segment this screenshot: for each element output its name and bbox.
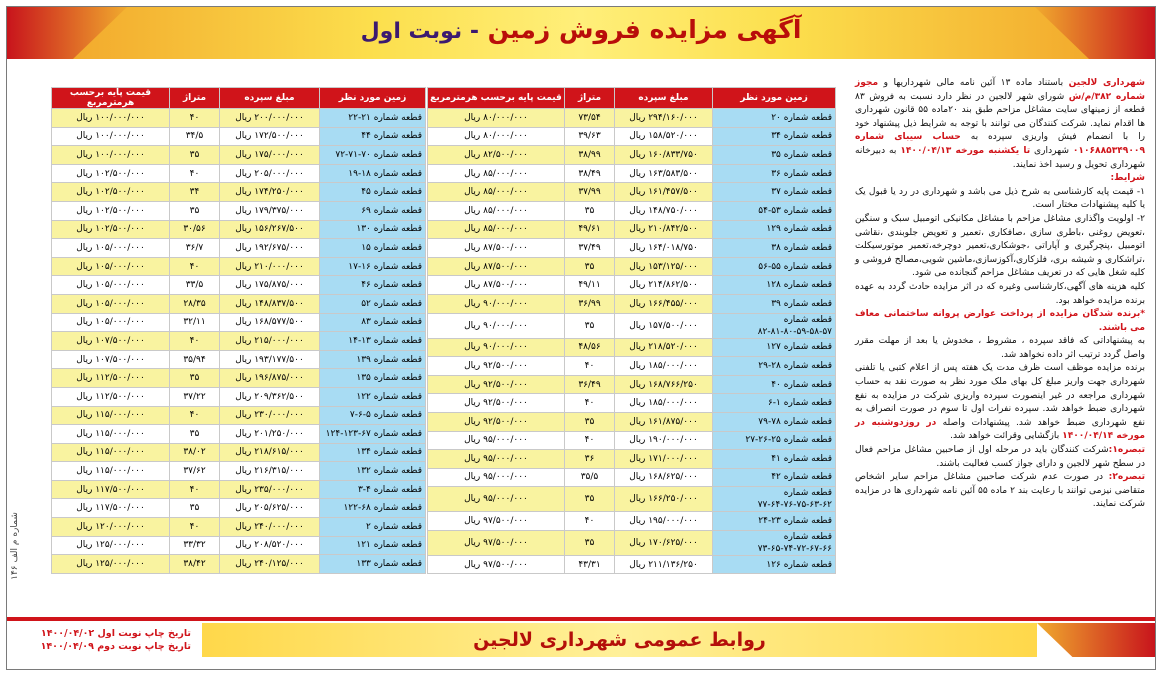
intro-municipality: شهرداری لالجین bbox=[1068, 78, 1146, 88]
table-row bbox=[428, 412, 836, 431]
condition-6-text: برنده مزایده موظف است ظرف مدت یک هفته پس از اعلام کتبی یا تلفنی شهرداری جهت واریز مبلغ کل بهای ملک مورد نظر به صورت نقد به حساب شهرداری مراجعه در غیر اینصورت سپرده واریزی شرکت در مزایده به نفع شهرداری ضبط خواهد شد. سپرده نفرات اول تا سوم در صورت انصراف به نفع شهرداری ضبط خواهد شد. پیشنهادات واصله bbox=[855, 363, 1145, 428]
cell-price: ۹۵/۰۰۰/۰۰۰ ریال bbox=[428, 487, 565, 512]
cell-lot: قطعه شماره ۱۲۶ bbox=[713, 555, 836, 574]
table-row bbox=[428, 276, 836, 295]
title-text: آگهی مزایده فروش زمین bbox=[487, 15, 802, 44]
cell-area: ۳۵/۵ bbox=[565, 468, 615, 487]
cell-deposit: ۲۴۰/۰۰۰/۰۰۰ ریال bbox=[220, 518, 320, 537]
table-row bbox=[52, 443, 426, 462]
cell-area: ۳۵ bbox=[170, 146, 220, 165]
cell-area: ۴۰ bbox=[565, 431, 615, 450]
cell-area: ۳۵ bbox=[565, 487, 615, 512]
table-row bbox=[52, 201, 426, 220]
cell-area: ۳۵ bbox=[170, 369, 220, 388]
cell-lot: قطعه شماره ۴۶ bbox=[320, 276, 426, 295]
cell-deposit: ۲۰۹/۳۶۲/۵۰۰ ریال bbox=[220, 387, 320, 406]
cell-area: ۳۵ bbox=[565, 313, 615, 338]
cell-area: ۴۹/۶۱ bbox=[565, 220, 615, 239]
cell-deposit: ۲۰۵/۶۲۵/۰۰۰ ریال bbox=[220, 499, 320, 518]
cell-area: ۳۵ bbox=[565, 530, 615, 555]
col-header-lot: زمین مورد نظر bbox=[320, 88, 426, 109]
note-2 bbox=[855, 471, 1145, 512]
footer-banner bbox=[202, 623, 1037, 657]
cell-lot: قطعه شماره ۲۵-۲۶-۲۷ bbox=[713, 431, 836, 450]
cell-area: ۳۸/۴۹ bbox=[565, 164, 615, 183]
cell-area: ۳۷/۲۲ bbox=[170, 387, 220, 406]
cell-deposit: ۱۶۶/۲۵۰/۰۰۰ ریال bbox=[615, 487, 713, 512]
cell-price: ۹۲/۵۰۰/۰۰۰ ریال bbox=[428, 375, 565, 394]
cell-price: ۱۱۵/۰۰۰/۰۰۰ ریال bbox=[52, 425, 170, 444]
cell-lot: قطعه شماره ۱۲۷ bbox=[713, 338, 836, 357]
cell-area: ۴۰ bbox=[170, 480, 220, 499]
table-row bbox=[52, 109, 426, 128]
cell-lot: قطعه شماره ۲ bbox=[320, 518, 426, 537]
cell-deposit: ۱۹۵/۰۰۰/۰۰۰ ریال bbox=[615, 512, 713, 531]
col-header-deposit: مبلغ سپرده bbox=[220, 88, 320, 109]
cell-lot: قطعه شماره ۴۲ bbox=[713, 468, 836, 487]
col-header-area: متراژ bbox=[170, 88, 220, 109]
table-row bbox=[52, 555, 426, 574]
cell-price: ۹۷/۵۰۰/۰۰۰ ریال bbox=[428, 512, 565, 531]
cell-deposit: ۲۰۵/۰۰۰/۰۰۰ ریال bbox=[220, 164, 320, 183]
cell-lot: قطعه شماره ۱۳۳ bbox=[320, 555, 426, 574]
cell-area: ۳۵ bbox=[565, 201, 615, 220]
cell-lot: قطعه شماره ۱۳۹ bbox=[320, 350, 426, 369]
cell-price: ۱۰۰/۰۰۰/۰۰۰ ریال bbox=[52, 127, 170, 146]
cell-price: ۱۱۲/۵۰۰/۰۰۰ ریال bbox=[52, 369, 170, 388]
cell-deposit: ۱۵۶/۲۶۷/۵۰۰ ریال bbox=[220, 220, 320, 239]
cell-price: ۱۱۷/۵۰۰/۰۰۰ ریال bbox=[52, 499, 170, 518]
table-row bbox=[52, 220, 426, 239]
cell-lot: قطعه شماره ۵-۶-۷ bbox=[320, 406, 426, 425]
cell-deposit: ۱۶۳/۵۸۳/۵۰۰ ریال bbox=[615, 164, 713, 183]
table-row bbox=[428, 164, 836, 183]
cell-price: ۱۱۲/۵۰۰/۰۰۰ ریال bbox=[52, 387, 170, 406]
intro-part-h: به دبیرخانه شهرداری تحویل و رسید اخذ نمایند. bbox=[855, 145, 1145, 170]
cell-area: ۷۳/۵۴ bbox=[565, 109, 615, 128]
table-body bbox=[52, 109, 426, 574]
cell-lot: قطعه شماره ۱۳۰ bbox=[320, 220, 426, 239]
cell-price: ۹۵/۰۰۰/۰۰۰ ریال bbox=[428, 450, 565, 469]
cell-lot: قطعه شماره ۱۲۹ bbox=[713, 220, 836, 239]
table-row bbox=[428, 468, 836, 487]
footer-divider bbox=[7, 617, 1155, 621]
cell-deposit: ۱۷۵/۸۷۵/۰۰۰ ریال bbox=[220, 276, 320, 295]
table-row bbox=[52, 164, 426, 183]
header-banner bbox=[7, 7, 1155, 59]
cell-deposit: ۱۷۲/۵۰۰/۰۰۰ ریال bbox=[220, 127, 320, 146]
col-header-lot: زمین مورد نظر bbox=[713, 88, 836, 109]
cell-lot: قطعه شماره ۶۶-۶۷-۷۲-۷۴-۶۵-۷۳ bbox=[713, 530, 836, 555]
cell-price: ۱۰۰/۰۰۰/۰۰۰ ریال bbox=[52, 146, 170, 165]
cell-deposit: ۱۶۸/۷۶۶/۲۵۰ ریال bbox=[615, 375, 713, 394]
cell-lot: قطعه شماره ۵۷-۵۸-۵۹-۸۰-۸۱-۸۲ bbox=[713, 313, 836, 338]
cell-area: ۴۰ bbox=[170, 257, 220, 276]
table-row bbox=[428, 530, 836, 555]
cell-deposit: ۱۸۵/۰۰۰/۰۰۰ ریال bbox=[615, 357, 713, 376]
cell-area: ۴۸/۵۶ bbox=[565, 338, 615, 357]
cell-area: ۴۳/۳۱ bbox=[565, 555, 615, 574]
cell-deposit: ۲۱۱/۱۳۶/۲۵۰ ریال bbox=[615, 555, 713, 574]
cell-deposit: ۱۷۱/۰۰۰/۰۰۰ ریال bbox=[615, 450, 713, 469]
cell-lot: قطعه شماره ۱۳۴ bbox=[320, 443, 426, 462]
cell-price: ۱۰۲/۵۰۰/۰۰۰ ریال bbox=[52, 183, 170, 202]
cell-lot: قطعه شماره ۲۳-۲۴ bbox=[713, 512, 836, 531]
cell-price: ۱۲۵/۰۰۰/۰۰۰ ریال bbox=[52, 555, 170, 574]
cell-lot: قطعه شماره ۱-۶ bbox=[713, 394, 836, 413]
cell-area: ۳۵ bbox=[170, 201, 220, 220]
table-body bbox=[428, 109, 836, 574]
cell-area: ۴۰ bbox=[170, 518, 220, 537]
cell-deposit: ۲۱۸/۵۲۰/۰۰۰ ریال bbox=[615, 338, 713, 357]
cell-deposit: ۱۷۴/۲۵۰/۰۰۰ ریال bbox=[220, 183, 320, 202]
cell-lot: قطعه شماره ۲۸-۲۹ bbox=[713, 357, 836, 376]
cell-price: ۱۰۵/۰۰۰/۰۰۰ ریال bbox=[52, 257, 170, 276]
cell-deposit: ۱۹۳/۱۷۷/۵۰۰ ریال bbox=[220, 350, 320, 369]
table-row bbox=[428, 487, 836, 512]
table-row bbox=[52, 127, 426, 146]
cell-lot: قطعه شماره ۳۴ bbox=[713, 127, 836, 146]
table-row bbox=[428, 239, 836, 258]
cell-area: ۳۳/۳۲ bbox=[170, 536, 220, 555]
print-date-second: تاریخ چاپ نوبت دوم ۱۴۰۰/۰۴/۰۹ bbox=[40, 641, 191, 652]
cell-price: ۹۲/۵۰۰/۰۰۰ ریال bbox=[428, 412, 565, 431]
table-row bbox=[52, 239, 426, 258]
cell-deposit: ۱۶۰/۸۳۳/۷۵۰ ریال bbox=[615, 146, 713, 165]
cell-price: ۱۱۵/۰۰۰/۰۰۰ ریال bbox=[52, 462, 170, 481]
intro-permit: مجوز شماره ۳۸۲/م/ش bbox=[855, 78, 1145, 102]
cell-price: ۱۱۵/۰۰۰/۰۰۰ ریال bbox=[52, 443, 170, 462]
table-row bbox=[428, 257, 836, 276]
condition-6 bbox=[855, 362, 1145, 444]
condition-3: کلیه هزینه های آگهی،کارشناسی وغیره که در اثر مزایده حادث گردد به عهده برنده مزایده خواهد بود. bbox=[855, 281, 1145, 306]
cell-area: ۳۸/۴۲ bbox=[170, 555, 220, 574]
table-header-row bbox=[428, 88, 836, 109]
cell-area: ۳۶/۴۹ bbox=[565, 375, 615, 394]
cell-area: ۳۹/۶۳ bbox=[565, 127, 615, 146]
cell-lot: قطعه شماره ۶۲-۶۳-۷۵-۷۶-۶۴-۷۷ bbox=[713, 487, 836, 512]
table-row bbox=[428, 220, 836, 239]
cell-price: ۱۰۵/۰۰۰/۰۰۰ ریال bbox=[52, 313, 170, 332]
cell-price: ۸۷/۵۰۰/۰۰۰ ریال bbox=[428, 239, 565, 258]
cell-deposit: ۱۶۴/۰۱۸/۷۵۰ ریال bbox=[615, 239, 713, 258]
cell-price: ۹۷/۵۰۰/۰۰۰ ریال bbox=[428, 530, 565, 555]
cell-area: ۴۰ bbox=[565, 357, 615, 376]
cell-deposit: ۱۷۰/۶۲۵/۰۰۰ ریال bbox=[615, 530, 713, 555]
cell-price: ۹۰/۰۰۰/۰۰۰ ریال bbox=[428, 313, 565, 338]
lots-table-right bbox=[427, 87, 836, 574]
cell-deposit: ۲۰۰/۰۰۰/۰۰۰ ریال bbox=[220, 109, 320, 128]
note-1-text: شرکت کنندگان باید در مرحله اول از صاحبین مشاغل مزاحم فعال در سطح شهر لالجین و دارای جواز کسب فعالیت باشند. bbox=[855, 445, 1145, 469]
conditions-text bbox=[855, 77, 1145, 512]
cell-price: ۱۲۰/۰۰۰/۰۰۰ ریال bbox=[52, 518, 170, 537]
page-title bbox=[7, 15, 1155, 44]
cell-deposit: ۱۵۳/۱۲۵/۰۰۰ ریال bbox=[615, 257, 713, 276]
cell-deposit: ۱۷۵/۰۰۰/۰۰۰ ریال bbox=[220, 146, 320, 165]
table-row bbox=[52, 462, 426, 481]
cell-price: ۱۰۷/۵۰۰/۰۰۰ ریال bbox=[52, 350, 170, 369]
cell-deposit: ۲۳۰/۰۰۰/۰۰۰ ریال bbox=[220, 406, 320, 425]
table-row bbox=[428, 313, 836, 338]
cell-lot: قطعه شماره ۱۳-۱۴ bbox=[320, 332, 426, 351]
cell-deposit: ۲۱۰/۸۴۲/۵۰۰ ریال bbox=[615, 220, 713, 239]
cell-price: ۸۷/۵۰۰/۰۰۰ ریال bbox=[428, 257, 565, 276]
cell-lot: قطعه شماره ۴۵ bbox=[320, 183, 426, 202]
cell-price: ۸۵/۰۰۰/۰۰۰ ریال bbox=[428, 220, 565, 239]
cell-deposit: ۲۰۱/۲۵۰/۰۰۰ ریال bbox=[220, 425, 320, 444]
print-date-first: تاریخ چاپ نوبت اول ۱۴۰۰/۰۴/۰۲ bbox=[40, 628, 191, 639]
table-row bbox=[428, 201, 836, 220]
cell-price: ۱۲۵/۰۰۰/۰۰۰ ریال bbox=[52, 536, 170, 555]
cell-lot: قطعه شماره ۱۲۲ bbox=[320, 387, 426, 406]
cell-lot: قطعه شماره ۶۹ bbox=[320, 201, 426, 220]
cell-area: ۳۵/۹۴ bbox=[170, 350, 220, 369]
cell-lot: قطعه شماره ۳۸ bbox=[713, 239, 836, 258]
cell-lot: قطعه شماره ۷۰-۷۱-۷۲ bbox=[320, 146, 426, 165]
cell-area: ۳۸/۹۹ bbox=[565, 146, 615, 165]
col-header-price: قیمت پایه برحسب هرمترمربع bbox=[428, 88, 565, 109]
cell-lot: قطعه شماره ۳۶ bbox=[713, 164, 836, 183]
table-row bbox=[52, 387, 426, 406]
cell-lot: قطعه شماره ۱۲۸ bbox=[713, 276, 836, 295]
cell-deposit: ۱۸۵/۰۰۰/۰۰۰ ریال bbox=[615, 394, 713, 413]
table-row bbox=[52, 536, 426, 555]
cell-area: ۴۰ bbox=[565, 394, 615, 413]
table-row bbox=[428, 512, 836, 531]
cell-area: ۴۰ bbox=[565, 512, 615, 531]
cell-area: ۴۰ bbox=[170, 406, 220, 425]
footer-right-ribbon bbox=[1037, 623, 1155, 657]
cell-area: ۳۶ bbox=[565, 450, 615, 469]
table-row bbox=[428, 183, 836, 202]
table-row bbox=[52, 480, 426, 499]
cell-price: ۱۱۷/۵۰۰/۰۰۰ ریال bbox=[52, 480, 170, 499]
cell-lot: قطعه شماره ۳۷ bbox=[713, 183, 836, 202]
intro-part-d: شورای شهر لالجین در نظر دارد نسبت به فروش ۸۳ قطعه از زمینهای سایت مشاغل مزاحم طبق بند ۲۰ماده ۵۵ قانون شهرداری ها اقدام نماید. شرکت کنندگان می توانند با توجه به شرایط ذیل پیشنهاد خود را با انضمام فیش واریزی سپرده به bbox=[855, 91, 1145, 143]
table-row bbox=[428, 127, 836, 146]
table-row bbox=[428, 431, 836, 450]
cell-area: ۳۶/۷ bbox=[170, 239, 220, 258]
cell-lot: قطعه شماره ۴۴ bbox=[320, 127, 426, 146]
cell-deposit: ۱۷۹/۳۷۵/۰۰۰ ریال bbox=[220, 201, 320, 220]
table-row bbox=[52, 350, 426, 369]
intro-paragraph bbox=[855, 77, 1145, 172]
cell-lot: قطعه شماره ۴۰ bbox=[713, 375, 836, 394]
cell-price: ۱۰۵/۰۰۰/۰۰۰ ریال bbox=[52, 276, 170, 295]
intro-deadline: تا یکشنبه مورخه ۱۴۰۰/۰۴/۱۳ bbox=[900, 145, 1031, 156]
table-row bbox=[52, 499, 426, 518]
cell-deposit: ۲۹۴/۱۶۰/۰۰۰ ریال bbox=[615, 109, 713, 128]
note-1-title: تبصره۱: bbox=[1108, 445, 1145, 456]
cell-area: ۳۴ bbox=[170, 183, 220, 202]
cell-price: ۱۰۷/۵۰۰/۰۰۰ ریال bbox=[52, 332, 170, 351]
cell-lot: قطعه شماره ۱۳۲ bbox=[320, 462, 426, 481]
cell-price: ۸۵/۰۰۰/۰۰۰ ریال bbox=[428, 164, 565, 183]
cell-deposit: ۱۹۲/۶۷۵/۰۰۰ ریال bbox=[220, 239, 320, 258]
cell-deposit: ۱۶۸/۵۷۷/۵۰۰ ریال bbox=[220, 313, 320, 332]
cell-lot: قطعه شماره ۶۷-۱۲۳-۱۲۴ bbox=[320, 425, 426, 444]
table-row bbox=[52, 369, 426, 388]
cell-deposit: ۱۶۸/۶۲۵/۰۰۰ ریال bbox=[615, 468, 713, 487]
footer-publisher: روابط عمومی شهرداری لالجین bbox=[473, 629, 766, 651]
table-row bbox=[428, 555, 836, 574]
cell-area: ۳۶/۹۹ bbox=[565, 294, 615, 313]
advertisement-page bbox=[6, 6, 1156, 670]
cell-deposit: ۱۶۱/۴۵۷/۵۰۰ ریال bbox=[615, 183, 713, 202]
cell-lot: قطعه شماره ۵۵-۵۶ bbox=[713, 257, 836, 276]
cell-lot: قطعه شماره ۲۰ bbox=[713, 109, 836, 128]
table-row bbox=[428, 394, 836, 413]
table-row bbox=[52, 146, 426, 165]
table-row bbox=[52, 425, 426, 444]
cell-area: ۳۷/۴۹ bbox=[565, 239, 615, 258]
cell-deposit: ۱۶۱/۸۷۵/۰۰۰ ریال bbox=[615, 412, 713, 431]
cell-price: ۱۰۲/۵۰۰/۰۰۰ ریال bbox=[52, 220, 170, 239]
cell-lot: قطعه شماره ۱۳۵ bbox=[320, 369, 426, 388]
intro-part-f: شهرداری bbox=[1030, 145, 1073, 156]
cell-area: ۴۰ bbox=[170, 332, 220, 351]
col-header-price: قیمت پایه برحسب هرمترمربع bbox=[52, 88, 170, 109]
cell-area: ۳۵ bbox=[170, 425, 220, 444]
cell-price: ۹۲/۵۰۰/۰۰۰ ریال bbox=[428, 357, 565, 376]
condition-6-end: بازگشایی وقرائت خواهد شد. bbox=[950, 431, 1063, 442]
cell-deposit: ۱۴۸/۷۵۰/۰۰۰ ریال bbox=[615, 201, 713, 220]
conditions-title: شرایط: bbox=[1110, 173, 1145, 184]
cell-area: ۴۹/۱۱ bbox=[565, 276, 615, 295]
cell-deposit: ۲۴۰/۱۲۵/۰۰۰ ریال bbox=[220, 555, 320, 574]
cell-price: ۱۰۵/۰۰۰/۰۰۰ ریال bbox=[52, 294, 170, 313]
condition-2: ۲- اولویت واگذاری مشاغل مزاحم با مشاغل مکانیکی اتومبیل سبک و سنگین ،تعویض روغنی ،باطری سازی ،صافکاری ،تعمیر و تعویض جلوبندی ،نقاشی اتومبیل ،پنچرگیری و آپاراتی ،جوشکاری،تعمیر دوچرخه،تعمیر موتورسیکلت ،تراشکاری و شیشه بری، فلزکاری،آکوزسازی،ماشین شویی،مصالح فروشی و کلیه شغل هایی که در تعریف مشاغل مزاحم گنجانده می شود. bbox=[855, 213, 1145, 279]
cell-deposit: ۱۵۸/۵۲۰/۰۰۰ ریال bbox=[615, 127, 713, 146]
cell-deposit: ۲۰۸/۵۲۰/۰۰۰ ریال bbox=[220, 536, 320, 555]
cell-price: ۸۷/۵۰۰/۰۰۰ ریال bbox=[428, 276, 565, 295]
cell-area: ۳۰/۵۶ bbox=[170, 220, 220, 239]
cell-lot: قطعه شماره ۴۱ bbox=[713, 450, 836, 469]
condition-6-date: در روزدوشنبه در مورخه ۱۴۰۰/۰۴/۱۴ bbox=[855, 417, 1145, 442]
cell-price: ۹۵/۰۰۰/۰۰۰ ریال bbox=[428, 468, 565, 487]
cell-area: ۳۵ bbox=[565, 412, 615, 431]
cell-lot: قطعه شماره ۱۵ bbox=[320, 239, 426, 258]
cell-lot: قطعه شماره ۳۵ bbox=[713, 146, 836, 165]
cell-price: ۸۵/۰۰۰/۰۰۰ ریال bbox=[428, 183, 565, 202]
title-subtitle: - نوبت اول bbox=[360, 19, 479, 44]
table-row bbox=[52, 257, 426, 276]
table-header-row bbox=[52, 88, 426, 109]
note-2-text: در صورت عدم شرکت صاحبین مشاغل مزاحم سایر اشخاص متقاضی نیزمی توانند با رعایت بند ۲ ماده ۵۵ آئین نامه شهرداری ها در مزایده شرکت نمایند. bbox=[855, 472, 1145, 510]
cell-price: ۸۲/۵۰۰/۰۰۰ ریال bbox=[428, 146, 565, 165]
cell-deposit: ۲۱۶/۳۱۵/۰۰۰ ریال bbox=[220, 462, 320, 481]
cell-lot: قطعه شماره ۲۱-۲۲ bbox=[320, 109, 426, 128]
condition-1: ۱- قیمت پایه کارشناسی به شرح ذیل می باشد و شهرداری در رد یا قبول یک یا کلیه پیشنهادات مختار است. bbox=[855, 186, 1145, 211]
table-row bbox=[52, 406, 426, 425]
cell-deposit: ۱۹۰/۰۰۰/۰۰۰ ریال bbox=[615, 431, 713, 450]
table-row bbox=[52, 332, 426, 351]
cell-area: ۳۲/۱۱ bbox=[170, 313, 220, 332]
cell-deposit: ۲۳۵/۰۰۰/۰۰۰ ریال bbox=[220, 480, 320, 499]
cell-deposit: ۱۴۸/۸۳۷/۵۰۰ ریال bbox=[220, 294, 320, 313]
table-row bbox=[52, 183, 426, 202]
cell-area: ۳۷/۶۲ bbox=[170, 462, 220, 481]
cell-lot: قطعه شماره ۸۳ bbox=[320, 313, 426, 332]
table-row bbox=[428, 357, 836, 376]
cell-area: ۳۷/۹۹ bbox=[565, 183, 615, 202]
table-row bbox=[428, 450, 836, 469]
col-header-deposit: مبلغ سپرده bbox=[615, 88, 713, 109]
cell-lot: قطعه شماره ۵۳-۵۴ bbox=[713, 201, 836, 220]
cell-deposit: ۱۹۶/۸۷۵/۰۰۰ ریال bbox=[220, 369, 320, 388]
cell-price: ۹۰/۰۰۰/۰۰۰ ریال bbox=[428, 338, 565, 357]
cell-price: ۱۰۲/۵۰۰/۰۰۰ ریال bbox=[52, 164, 170, 183]
cell-area: ۲۸/۳۵ bbox=[170, 294, 220, 313]
table-row bbox=[428, 338, 836, 357]
cell-price: ۸۰/۰۰۰/۰۰۰ ریال bbox=[428, 127, 565, 146]
cell-area: ۳۵ bbox=[565, 257, 615, 276]
cell-price: ۹۲/۵۰۰/۰۰۰ ریال bbox=[428, 394, 565, 413]
cell-area: ۳۴/۵ bbox=[170, 127, 220, 146]
cell-price: ۹۵/۰۰۰/۰۰۰ ریال bbox=[428, 431, 565, 450]
table-row bbox=[52, 518, 426, 537]
cell-deposit: ۲۱۴/۸۶۲/۵۰۰ ریال bbox=[615, 276, 713, 295]
cell-deposit: ۲۱۸/۶۱۵/۰۰۰ ریال bbox=[220, 443, 320, 462]
cell-area: ۴۰ bbox=[170, 109, 220, 128]
condition-4: *برنده شدگان مزایده از پرداخت عوارض پروانه ساختمانی معاف می باشند. bbox=[855, 309, 1145, 333]
cell-deposit: ۲۱۰/۰۰۰/۰۰۰ ریال bbox=[220, 257, 320, 276]
table-row bbox=[52, 313, 426, 332]
cell-lot: قطعه شماره ۶۸-۱۲۲ bbox=[320, 499, 426, 518]
cell-lot: قطعه شماره ۴-۳ bbox=[320, 480, 426, 499]
cell-deposit: ۱۵۷/۵۰۰/۰۰۰ ریال bbox=[615, 313, 713, 338]
table-row bbox=[428, 375, 836, 394]
table-row bbox=[52, 294, 426, 313]
cell-area: ۳۵ bbox=[170, 499, 220, 518]
cell-area: ۴۰ bbox=[170, 164, 220, 183]
col-header-area: متراژ bbox=[565, 88, 615, 109]
cell-price: ۱۰۲/۵۰۰/۰۰۰ ریال bbox=[52, 201, 170, 220]
lots-table-left bbox=[51, 87, 426, 574]
cell-area: ۳۸/۰۲ bbox=[170, 443, 220, 462]
cell-lot: قطعه شماره ۷۸-۷۹ bbox=[713, 412, 836, 431]
cell-lot: قطعه شماره ۱۶-۱۷ bbox=[320, 257, 426, 276]
cell-price: ۸۰/۰۰۰/۰۰۰ ریال bbox=[428, 109, 565, 128]
cell-lot: قطعه شماره ۵۲ bbox=[320, 294, 426, 313]
side-code: شماره م الف ۱۴۶ bbox=[9, 512, 20, 580]
condition-5: به پیشنهاداتی که فاقد سپرده ، مشروط ، مخدوش یا بعد از مهلت مقرر واصل گردد ترتیب اثر داده نخواهد شد. bbox=[855, 336, 1145, 360]
print-dates bbox=[21, 627, 191, 653]
cell-price: ۱۰۰/۰۰۰/۰۰۰ ریال bbox=[52, 109, 170, 128]
note-2-title: تبصره۲: bbox=[1108, 472, 1145, 483]
cell-price: ۸۵/۰۰۰/۰۰۰ ریال bbox=[428, 201, 565, 220]
cell-price: ۱۱۵/۰۰۰/۰۰۰ ریال bbox=[52, 406, 170, 425]
cell-deposit: ۲۱۵/۰۰۰/۰۰۰ ریال bbox=[220, 332, 320, 351]
cell-area: ۳۳/۵ bbox=[170, 276, 220, 295]
cell-price: ۱۰۵/۰۰۰/۰۰۰ ریال bbox=[52, 239, 170, 258]
cell-lot: قطعه شماره ۳۹ bbox=[713, 294, 836, 313]
table-row bbox=[428, 294, 836, 313]
intro-account: حساب سیبای شماره ۰۱۰۶۸۸۵۳۴۹۰۰۹ bbox=[855, 132, 1145, 156]
cell-lot: قطعه شماره ۱۸-۱۹ bbox=[320, 164, 426, 183]
cell-price: ۹۰/۰۰۰/۰۰۰ ریال bbox=[428, 294, 565, 313]
table-row bbox=[428, 146, 836, 165]
note-1 bbox=[855, 444, 1145, 471]
table-row bbox=[428, 109, 836, 128]
intro-part-b: باستناد ماده ۱۳ آئین نامه مالی شهرداریها و bbox=[878, 78, 1069, 88]
cell-deposit: ۱۶۶/۴۵۵/۰۰۰ ریال bbox=[615, 294, 713, 313]
cell-lot: قطعه شماره ۱۲۱ bbox=[320, 536, 426, 555]
table-row bbox=[52, 276, 426, 295]
cell-price: ۹۷/۵۰۰/۰۰۰ ریال bbox=[428, 555, 565, 574]
